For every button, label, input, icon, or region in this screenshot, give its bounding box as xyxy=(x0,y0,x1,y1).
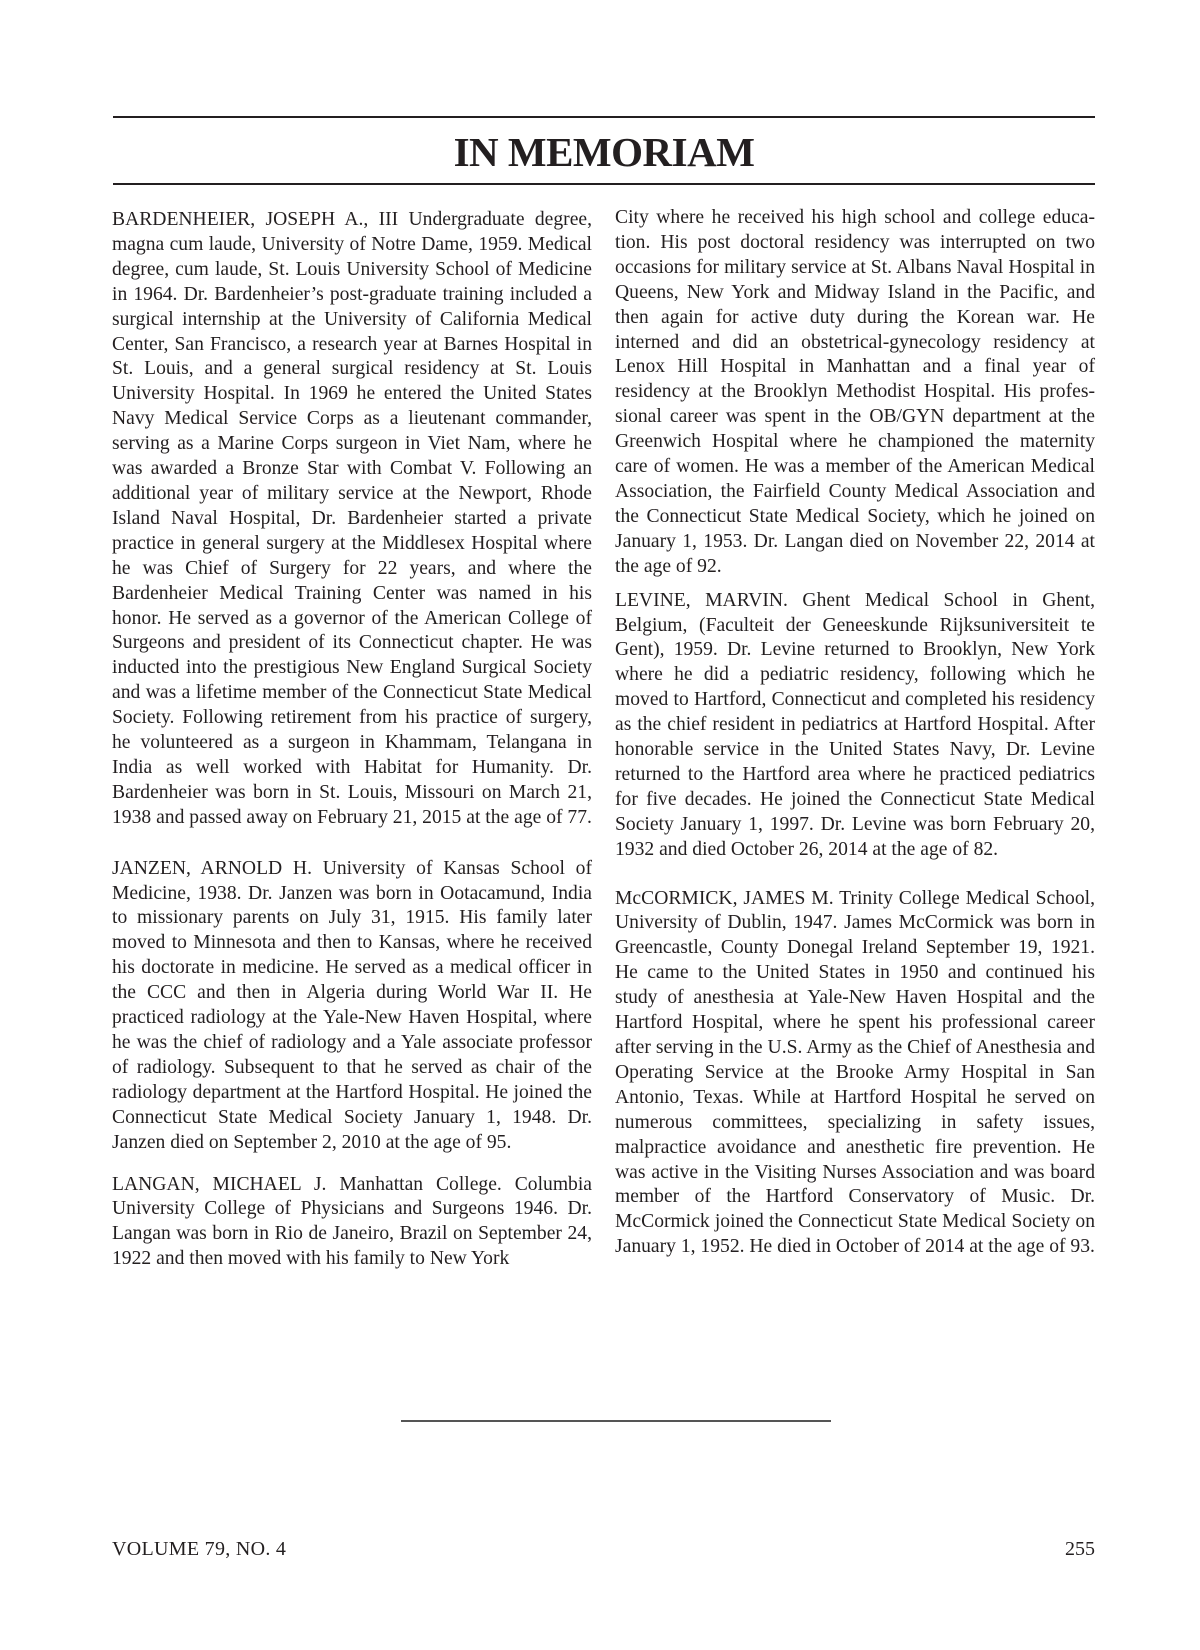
section-end-rule xyxy=(401,1420,831,1422)
right-column xyxy=(615,206,1095,1260)
header-top-rule xyxy=(113,116,1095,118)
obituary-bardenheier: BARDENHEIER, JOSEPH A., III Undergraduate degree, magna cum laude, University of Notre Dame, 1959. Medical degree, cum laude, St. Louis University School of Medicine in 1964. Dr. Bardenheier’s post-graduate training included a surgical internship at the University of California Medical Center, San Francisco, a research year at Barnes Hospital in St. Louis, and a general surgical residency at St. Louis University Hospital. In 1969 he entered the United States Navy Medical Service Corps as a lieutenant commander, serving as a Marine Corps surgeon in Viet Nam, where he was awarded a Bronze Star with Combat V. Following an additional year of military service at the Newport, Rhode Island Naval Hospital, Dr. Bardenheier started a private practice in general surgery at the Middlesex Hospital where he was Chief of Surgery for 22 years, and where the Bardenheier Medical Training Center was named in his honor. He served as a governor of the American College of Surgeons and president of its Connecticut chapter. He was inducted into the prestigious New England Surgical Society and was a lifetime member of the Connecticut State Medical Society. Following retirement from his practice of surgery, he volunteered as a surgeon in Khammam, Telangana in India as well worked with Habitat for Humanity. Dr. Bardenheier was born in St. Louis, Missouri on March 21, 1938 and passed away on February 21, 2015 at the age of 77. xyxy=(112,209,592,828)
page-title: IN MEMORIAM xyxy=(453,129,755,175)
header-bottom-rule xyxy=(113,183,1095,185)
obituary-langan: LANGAN, MICHAEL J. Manhattan College. Columbia University College of Physicians and Surgeons 1946. Dr. Langan was born in Rio de Janeiro, Brazil on September 24, 1922 and then moved with his family to New York xyxy=(112,1173,592,1270)
obituary-langan-continued: City where he received his high school and college education. His post doctoral residency was interrupted on two occasions for military service at St. Albans Naval Hospital in Queens, New York and Midway Island in the Pacific, and then again for active duty during the Korean war. He interned and did an obstetrical-gynecology residency at Lenox Hill Hospital in Manhattan and a final year of residency at the Brooklyn Methodist Hospital. His professional career was spent in the OB/GYN department at the Greenwich Hospital where he championed the maternity care of women. He was a member of the American Medical Association, the Fairfield County Medical Association and the Connecticut State Medical Society, which he joined on January 1, 1953. Dr. Langan died on November 22, 2014 at the age of 92. xyxy=(615,207,1095,577)
footer-page-number: 255 xyxy=(1065,1538,1095,1560)
obituary-janzen: JANZEN, ARNOLD H. University of Kansas School of Medicine, 1938. Dr. Janzen was born in Ootacamund, India to missionary parents on July 31, 1915. His family later moved to Minnesota and then to Kansas, where he received his doctorate in medicine. He served as a medical officer in the CCC and then in Algeria during World War II. He practiced radiology at the Yale-New Haven Hospital, where he was the chief of radiology and a Yale associate professor of radiology. Subsequent to that he served as chair of the radiology department at the Hartford Hospital. He joined the Connecticut State Medical Society January 1, 1948. Dr. Janzen died on September 2, 2010 at the age of 95. xyxy=(112,857,592,1153)
obituary-levine: LEVINE, MARVIN. Ghent Medical School in Ghent, Belgium, (Faculteit der Geneeskunde Rijksuniversiteit te Gent), 1959. Dr. Levine returned to Brooklyn, New York where he did a pediatric residency, following which he moved to Hartford, Connecticut and completed his residency as the chief resident in pediatrics at Hartford Hospital. After honorable service in the United States Navy, Dr. Levine returned to the Hartford area where he practiced pediatrics for five decades. He joined the Connecticut State Medical Society January 1, 1997. Dr. Levine was born February 20, 1932 and died October 26, 2014 at the age of 82. xyxy=(615,589,1095,860)
footer-volume: VOLUME 79, NO. 4 xyxy=(112,1538,287,1560)
left-column xyxy=(112,208,592,1272)
obituary-mccormick: McCORMICK, JAMES M. Trinity College Medical School, University of Dublin, 1947. James McCormick was born in Greencastle, County Donegal Ireland September 19, 1921. He came to the United States in 1950 and continued his study of anesthesia at Yale-New Haven Hospital and the Hartford Hospital, where he spent his professional career after serving in the U.S. Army as the Chief of Anesthesia and Operating Service at the Brooke Army Hospital in San Antonio, Texas. While at Hartford Hospital he served on numerous committees, specializing in safety issues, malpractice avoidance and anesthetic fire prevention. He was active in the Visiting Nurses Association and was board member of the Hartford Conservatory of Music. Dr. McCormick joined the Connecticut State Medical Society on January 1, 1952. He died in October of 2014 at the age of 93. xyxy=(615,887,1095,1258)
